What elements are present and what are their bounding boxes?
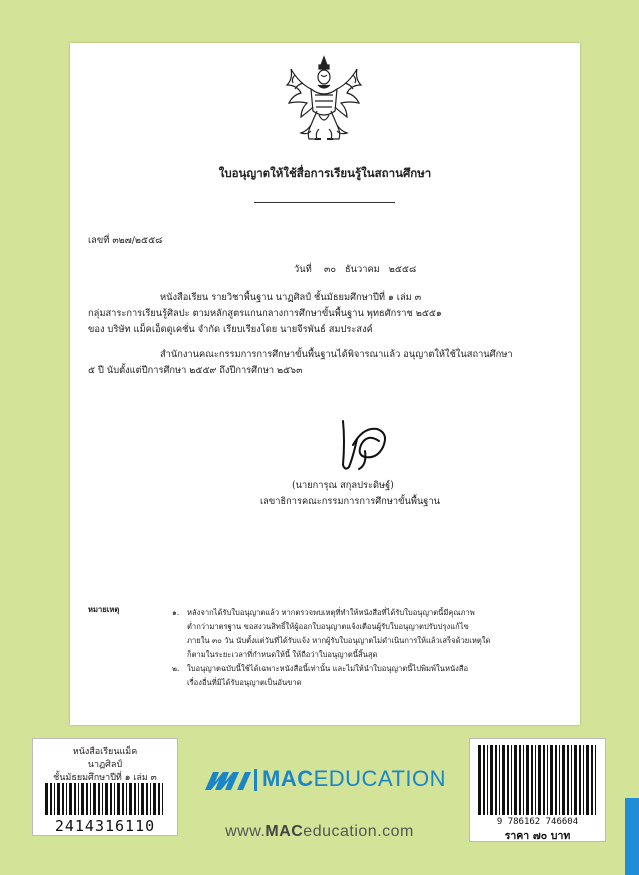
barcode-bar <box>574 745 577 815</box>
mac-logo-icon <box>203 766 253 794</box>
barcode-bar <box>110 783 112 815</box>
barcode-bar <box>586 745 589 815</box>
barcode-bar <box>490 745 493 815</box>
barcode-bar <box>507 745 509 815</box>
barcode-bar <box>571 745 572 815</box>
website-bold: MAC <box>265 823 304 840</box>
barcode-bar <box>555 745 557 815</box>
barcode-bar <box>57 783 60 815</box>
sticker-line: ชั้นมัธยมศึกษาปีที่ ๑ เล่ม ๓ <box>53 773 157 783</box>
website-prefix: www. <box>225 823 266 840</box>
logo-separator <box>254 769 257 791</box>
note-line: เรื่องอื่นที่มิได้รับอนุญาตเป็นอันขาด <box>187 678 302 687</box>
barcode-bar <box>86 783 88 815</box>
barcode-bar <box>54 783 55 815</box>
barcode-bar <box>543 745 545 815</box>
barcode-bar <box>90 783 91 815</box>
barcode-bar <box>78 783 79 815</box>
barcode-bar <box>62 783 64 815</box>
barcode-bar <box>591 745 593 815</box>
library-sticker <box>32 738 178 836</box>
barcode-bar <box>117 783 120 815</box>
barcode-bar <box>526 745 529 815</box>
barcode-bar <box>114 783 115 815</box>
barcode-bar <box>74 783 76 815</box>
barcode-bar <box>547 745 548 815</box>
sticker-line: หนังสือเรียนแม็ค <box>72 747 138 757</box>
barcode-bar <box>595 745 596 815</box>
permit-document <box>70 43 580 725</box>
signatory-title: เลขาธิการคณะกรรมการการศึกษาขั้นพื้นฐาน <box>260 496 441 507</box>
barcode-bar <box>523 745 524 815</box>
note-line: ใบอนุญาตฉบับนี้ใช้ได้เฉพาะหนังสือนี้เท่านั้น และไม่ให้นำใบอนุญาตนี้ไปพิมพ์ในหนังสือ <box>187 664 469 673</box>
barcode-bar <box>126 783 127 815</box>
brand-name <box>262 766 446 792</box>
document-title: ใบอนุญาตให้ใช้สื่อการเรียนรู้ในสถานศึกษา <box>218 166 432 180</box>
isbn-number: 9 786162 746604 <box>496 817 579 827</box>
sticker-barcode <box>45 783 165 815</box>
barcode-bar <box>134 783 136 815</box>
date-label: วันที่ <box>294 264 312 275</box>
barcode-bar <box>583 745 584 815</box>
barcode-bar <box>538 745 541 815</box>
barcode-bar <box>98 783 100 815</box>
barcode-bar <box>129 783 132 815</box>
barcode-bar <box>102 783 103 815</box>
barcode-bar <box>122 783 124 815</box>
body-line: ๕ ปี นับตั้งแต่ปีการศึกษา ๒๕๕๙ ถึงปีการศึกษา ๒๕๖๓ <box>88 365 303 376</box>
barcode-bar <box>105 783 108 815</box>
barcode-bar <box>550 745 553 815</box>
barcode-bar <box>138 783 139 815</box>
barcode-bar <box>562 745 565 815</box>
note-line: ก็ตามในระยะเวลาที่กำหนดให้นี้ ให้ถือว่าใบอนุญาตนี้สิ้นสุด <box>187 650 378 659</box>
blue-edge-tab <box>625 798 639 875</box>
body-line: ของ บริษัท แม็คเอ็ดดูเคชั่น จำกัด เรียบเรียงโดย นายจีรพันธ์ สมประสงค์ <box>88 324 373 335</box>
barcode-bar <box>495 745 497 815</box>
brand-name-bold: MAC <box>262 766 314 791</box>
note-line: ต่ำกว่ามาตรฐาน ขอสงวนสิทธิ์ให้ผู้ออกใบอนุญาตแจ้งเตือนผู้รับใบอนุญาตปรับปรุงแก้ไข <box>187 622 469 631</box>
barcode-bar <box>153 783 156 815</box>
barcode-bar <box>483 745 485 815</box>
barcode-bar <box>511 745 512 815</box>
barcode-bar <box>50 783 52 815</box>
price-label: ราคา ๗๐ บาท <box>504 830 571 842</box>
barcode-bar <box>531 745 533 815</box>
barcode-bar <box>81 783 84 815</box>
garuda-emblem-icon <box>281 53 367 147</box>
barcode-bar <box>93 783 96 815</box>
barcode-bar <box>146 783 148 815</box>
barcode-bar <box>567 745 569 815</box>
isbn-barcode-box <box>469 738 606 842</box>
note-line: ภายใน ๓๐ วัน นับตั้งแต่วันที่ได้รับแจ้ง หากผู้รับใบอนุญาตไม่ดำเนินการให้แล้วเสร็จด้วยเหตุใด <box>187 636 491 645</box>
body-line: สำนักงานคณะกรรมการการศึกษาขั้นพื้นฐานได้พิจารณาแล้ว อนุญาตให้ใช้ในสถานศึกษา <box>160 349 513 360</box>
note-number: ๒. <box>172 664 180 673</box>
reference-number: เลขที่ ๓๒๗/๒๕๕๘ <box>88 235 163 246</box>
barcode-bar <box>158 783 160 815</box>
barcode-bar <box>535 745 536 815</box>
barcode-bar <box>579 745 581 815</box>
barcode-bar <box>519 745 521 815</box>
barcode-bar <box>45 783 48 815</box>
barcode-bar <box>559 745 560 815</box>
barcode-bar <box>66 783 67 815</box>
barcode-bar <box>69 783 72 815</box>
barcode-bar <box>150 783 151 815</box>
note-line: หลังจากได้รับใบอนุญาตแล้ว หากตรวจพบเหตุที่ทำให้หนังสือที่ได้รับใบอนุญาตนี้มีคุณภาพ <box>187 608 475 617</box>
body-line: หนังสือเรียน รายวิชาพื้นฐาน นาฏศิลป์ ชั้นมัธยมศึกษาปีที่ ๑ เล่ม ๓ <box>160 292 422 303</box>
website-suffix: education.com <box>303 823 414 840</box>
barcode-bar <box>499 745 500 815</box>
barcode-bar <box>162 783 163 815</box>
title-underline <box>254 202 395 203</box>
brand-name-rest: EDUCATION <box>313 766 447 791</box>
barcode-bar <box>514 745 517 815</box>
signatory-name: (นายการุณ สกุลประดิษฐ์) <box>292 480 394 491</box>
notes-label: หมายเหตุ <box>88 605 120 614</box>
sticker-barcode-number: 2414316110 <box>54 817 156 835</box>
barcode-bar <box>141 783 144 815</box>
sticker-line: นาฏศิลป์ <box>87 760 123 770</box>
barcode-bar <box>478 745 481 815</box>
note-number: ๑. <box>172 608 180 617</box>
date-value: ๓๐ ธันวาคม ๒๕๕๘ <box>324 264 417 275</box>
body-line: กลุ่มสาระการเรียนรู้ศิลปะ ตามหลักสูตรแกนกลางการศึกษาขั้นพื้นฐาน พุทธศักราช ๒๕๕๑ <box>88 308 442 319</box>
barcode-bar <box>502 745 505 815</box>
signature-image <box>335 415 390 477</box>
barcode-bar <box>487 745 488 815</box>
isbn-barcode <box>478 745 597 815</box>
